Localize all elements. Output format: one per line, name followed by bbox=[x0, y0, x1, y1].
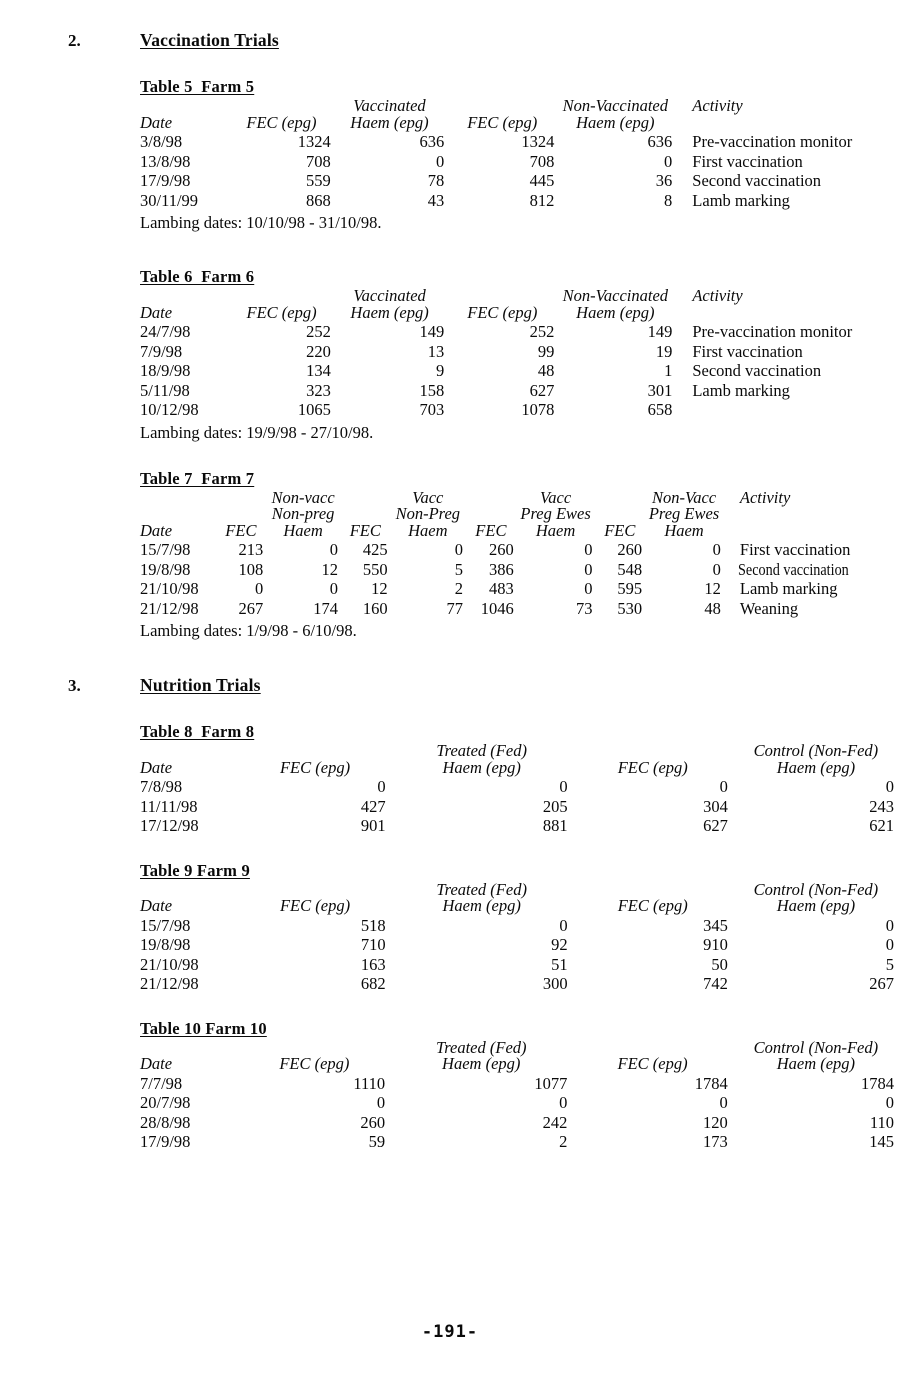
cell-fec: 260 bbox=[617, 540, 643, 559]
cell-fec: 160 bbox=[362, 598, 388, 618]
table9-group-treated: Treated (Fed) bbox=[436, 879, 527, 899]
section-heading bbox=[0, 675, 900, 696]
cell-haem: 636 bbox=[647, 132, 673, 151]
cell-haem: 2 bbox=[454, 579, 464, 598]
cell-haem: 13 bbox=[427, 341, 445, 361]
cell-date: 24/7/98 bbox=[140, 322, 191, 341]
cell-activity: Second vaccination bbox=[692, 171, 822, 190]
cell-fec: 12 bbox=[371, 579, 388, 598]
cell-haem: 0 bbox=[329, 579, 338, 598]
cell-fec: 901 bbox=[360, 816, 386, 835]
table5-col-fec1: FEC (epg) bbox=[246, 112, 317, 132]
cell-haem: 36 bbox=[655, 171, 673, 190]
table7-block bbox=[0, 469, 900, 642]
section-title: Vaccination Trials bbox=[140, 30, 279, 50]
cell-haem: 158 bbox=[419, 380, 445, 400]
table7-sub-nonpreg-1: Non-preg bbox=[271, 504, 335, 523]
table7-sub-pregewes-1: Preg Ewes bbox=[520, 504, 591, 523]
cell-date: 5/11/98 bbox=[140, 380, 190, 400]
cell-haem: 301 bbox=[647, 380, 673, 400]
section-heading bbox=[0, 30, 900, 51]
cell-date: 3/8/98 bbox=[140, 132, 183, 151]
table8-caption: Table 8 Farm 8 bbox=[140, 722, 255, 741]
table8-col-fec1: FEC (epg) bbox=[279, 757, 351, 777]
table7 bbox=[140, 487, 900, 618]
cell-haem: 19 bbox=[655, 341, 673, 361]
table7-group-nonvacc-nonpreg: Non-vacc bbox=[271, 487, 335, 507]
cell-haem: 636 bbox=[419, 132, 445, 151]
section-nutrition-trials bbox=[0, 675, 900, 696]
table9-col-fec2: FEC (epg) bbox=[617, 896, 688, 915]
cell-fec: 267 bbox=[238, 598, 264, 618]
cell-activity: Pre-vaccination monitor bbox=[692, 132, 853, 151]
table-row bbox=[140, 321, 900, 341]
cell-haem: 0 bbox=[559, 915, 568, 935]
section-vaccination-trials bbox=[0, 30, 900, 51]
table10-col-haem2: Haem (epg) bbox=[776, 1054, 856, 1073]
table-row bbox=[140, 815, 900, 835]
table-row bbox=[140, 1092, 900, 1112]
cell-date: 20/7/98 bbox=[140, 1093, 191, 1112]
table9-col-date: Date bbox=[140, 896, 173, 915]
table-row bbox=[140, 1112, 900, 1132]
cell-date: 10/12/98 bbox=[140, 400, 199, 419]
table10-group-control: Control (Non-Fed) bbox=[753, 1037, 879, 1057]
table7-col-fec4: FEC bbox=[604, 520, 636, 540]
table5-col-date: Date bbox=[140, 112, 173, 132]
table8-block bbox=[0, 722, 900, 835]
table6-col-haem2: Haem (epg) bbox=[576, 302, 655, 322]
cell-activity: First vaccination bbox=[692, 341, 803, 361]
cell-date: 19/8/98 bbox=[140, 935, 191, 954]
cell-fec: 48 bbox=[537, 361, 555, 380]
table-row bbox=[140, 1073, 900, 1093]
table7-col-haem3: Haem bbox=[535, 520, 576, 540]
table7-col-fec1: FEC bbox=[225, 520, 257, 540]
cell-fec: 386 bbox=[488, 559, 514, 579]
table7-col-fec2: FEC bbox=[349, 520, 381, 540]
table6-col-date: Date bbox=[140, 302, 173, 322]
cell-fec: 627 bbox=[703, 816, 728, 835]
section-title: Nutrition Trials bbox=[140, 675, 261, 695]
table5-group-activity: Activity bbox=[692, 96, 743, 115]
cell-fec: 812 bbox=[529, 190, 555, 210]
cell-haem: 43 bbox=[427, 190, 445, 210]
cell-haem: 145 bbox=[869, 1132, 894, 1151]
cell-haem: 0 bbox=[435, 151, 445, 171]
table-row bbox=[140, 578, 900, 598]
cell-date: 21/12/98 bbox=[140, 598, 199, 618]
cell-haem: 48 bbox=[704, 598, 721, 618]
cell-activity: Lamb marking bbox=[692, 190, 790, 210]
cell-date: 18/9/98 bbox=[140, 361, 191, 380]
table9 bbox=[140, 879, 900, 993]
cell-fec: 682 bbox=[360, 974, 386, 993]
table10-column-header bbox=[140, 1056, 900, 1073]
cell-haem: 1784 bbox=[861, 1073, 894, 1093]
cell-fec: 59 bbox=[368, 1132, 386, 1151]
table-row bbox=[140, 776, 900, 796]
cell-haem: 0 bbox=[329, 540, 338, 559]
table-row bbox=[140, 131, 900, 151]
cell-date: 11/11/98 bbox=[140, 796, 198, 816]
table-row bbox=[140, 1131, 900, 1151]
table-row bbox=[140, 973, 900, 993]
cell-fec: 220 bbox=[306, 341, 331, 361]
table-row bbox=[140, 190, 900, 210]
cell-fec: 0 bbox=[377, 777, 386, 796]
cell-fec: 530 bbox=[617, 598, 643, 618]
cell-haem: 51 bbox=[551, 954, 568, 974]
cell-fec: 99 bbox=[537, 341, 555, 361]
table6-col-fec2: FEC (epg) bbox=[467, 302, 538, 322]
table-row bbox=[140, 380, 900, 400]
cell-haem: 149 bbox=[647, 322, 673, 341]
cell-date: 15/7/98 bbox=[140, 915, 191, 935]
cell-haem: 0 bbox=[885, 935, 894, 954]
cell-date: 7/7/98 bbox=[140, 1073, 183, 1093]
cell-haem: 149 bbox=[419, 322, 445, 341]
table5 bbox=[140, 98, 900, 209]
table6 bbox=[140, 288, 900, 419]
table7-col-date: Date bbox=[140, 520, 173, 540]
cell-haem: 0 bbox=[584, 559, 593, 579]
cell-fec: 134 bbox=[306, 361, 331, 380]
table10-group-treated: Treated (Fed) bbox=[435, 1037, 527, 1057]
table9-group-control: Control (Non-Fed) bbox=[753, 879, 879, 899]
cell-fec: 708 bbox=[529, 151, 555, 171]
section-number: 3. bbox=[68, 676, 81, 695]
cell-haem: 0 bbox=[885, 1093, 894, 1112]
table5-col-haem1: Haem (epg) bbox=[350, 112, 429, 132]
table10-block bbox=[0, 1019, 900, 1151]
cell-haem: 243 bbox=[869, 796, 894, 816]
cell-fec: 213 bbox=[238, 540, 264, 559]
table7-group-vacc-preg: Vacc bbox=[540, 487, 572, 507]
table5-lambing-dates: Lambing dates: 10/10/98 - 31/10/98. bbox=[140, 213, 382, 232]
cell-fec: 595 bbox=[617, 579, 643, 598]
cell-haem: 73 bbox=[575, 598, 593, 618]
cell-fec: 1324 bbox=[297, 132, 331, 151]
table6-caption: Table 6 Farm 6 bbox=[140, 267, 255, 286]
cell-activity: First vaccination bbox=[692, 151, 803, 171]
cell-fec: 483 bbox=[488, 579, 514, 598]
table-row bbox=[140, 796, 900, 816]
cell-haem: 0 bbox=[885, 777, 894, 796]
cell-date: 19/8/98 bbox=[140, 559, 191, 579]
table6-col-fec1: FEC (epg) bbox=[246, 302, 317, 322]
cell-date: 7/9/98 bbox=[140, 341, 183, 361]
table6-block bbox=[0, 267, 900, 443]
cell-fec: 1065 bbox=[297, 400, 331, 419]
cell-haem: 174 bbox=[313, 598, 338, 618]
cell-fec: 627 bbox=[529, 380, 555, 400]
cell-activity: Second vaccination bbox=[692, 361, 822, 380]
cell-fec: 252 bbox=[529, 322, 555, 341]
table5-col-fec2: FEC (epg) bbox=[467, 112, 538, 132]
table7-col-haem2: Haem bbox=[408, 520, 448, 540]
cell-haem: 300 bbox=[542, 974, 568, 993]
table8-group-control: Control (Non-Fed) bbox=[753, 741, 879, 760]
cell-fec: 548 bbox=[617, 559, 643, 579]
table5-group-vaccinated: Vaccinated bbox=[353, 96, 426, 115]
cell-fec: 304 bbox=[703, 796, 728, 816]
table-row bbox=[140, 539, 900, 559]
table10-col-fec1: FEC (epg) bbox=[279, 1054, 350, 1073]
cell-fec: 173 bbox=[703, 1132, 728, 1151]
table8-group-treated: Treated (Fed) bbox=[436, 741, 527, 760]
cell-activity: Weaning bbox=[739, 598, 799, 618]
cell-haem: 8 bbox=[664, 190, 673, 210]
cell-haem: 703 bbox=[419, 400, 445, 419]
cell-date: 17/9/98 bbox=[140, 171, 191, 190]
table9-caption: Table 9 Farm 9 bbox=[140, 860, 250, 880]
table8-col-fec2: FEC (epg) bbox=[617, 757, 688, 777]
cell-fec: 1078 bbox=[521, 400, 555, 419]
cell-fec: 108 bbox=[238, 559, 264, 579]
table-row bbox=[140, 151, 900, 171]
cell-haem: 881 bbox=[542, 816, 568, 835]
table-row bbox=[140, 598, 900, 618]
cell-fec: 0 bbox=[719, 777, 728, 796]
table7-sub-pregewes-2: Preg Ewes bbox=[648, 504, 720, 523]
cell-haem: 0 bbox=[584, 579, 593, 598]
table10 bbox=[140, 1037, 900, 1151]
cell-fec: 0 bbox=[254, 579, 264, 598]
cell-haem: 658 bbox=[647, 400, 673, 419]
table9-col-fec1: FEC (epg) bbox=[279, 896, 351, 915]
table9-column-header bbox=[140, 898, 900, 915]
table7-group-nonvacc-preg: Non-Vacc bbox=[651, 487, 717, 507]
table8 bbox=[140, 743, 900, 835]
table7-group-activity: Activity bbox=[739, 487, 791, 507]
cell-fec: 163 bbox=[360, 954, 386, 974]
table5-block bbox=[0, 77, 900, 233]
cell-fec: 868 bbox=[306, 190, 331, 210]
cell-haem: 9 bbox=[436, 361, 445, 380]
table-row bbox=[140, 399, 900, 419]
cell-haem: 0 bbox=[559, 1093, 568, 1112]
table6-group-activity: Activity bbox=[692, 286, 743, 305]
cell-fec: 1110 bbox=[353, 1073, 386, 1093]
table-row bbox=[140, 915, 900, 935]
cell-haem: 77 bbox=[446, 598, 464, 618]
cell-activity: Pre-vaccination monitor bbox=[692, 322, 853, 341]
cell-fec: 0 bbox=[376, 1093, 386, 1112]
section-number: 2. bbox=[68, 31, 81, 50]
cell-date: 28/8/98 bbox=[140, 1112, 191, 1132]
table6-group-nonvaccinated: Non-Vaccinated bbox=[562, 286, 669, 305]
table10-col-date: Date bbox=[140, 1054, 173, 1073]
cell-haem: 0 bbox=[712, 559, 721, 579]
table-row bbox=[140, 559, 900, 579]
cell-haem: 110 bbox=[869, 1112, 894, 1132]
cell-haem: 0 bbox=[559, 777, 568, 796]
cell-date: 15/7/98 bbox=[140, 540, 191, 559]
cell-date: 21/12/98 bbox=[140, 974, 199, 993]
table5-column-header bbox=[140, 115, 900, 132]
table-row bbox=[140, 341, 900, 361]
table10-col-fec2: FEC (epg) bbox=[617, 1054, 688, 1073]
cell-fec: 710 bbox=[360, 935, 386, 954]
table6-column-header bbox=[140, 305, 900, 322]
cell-fec: 425 bbox=[362, 540, 388, 559]
cell-fec: 50 bbox=[711, 954, 728, 974]
table8-col-haem1: Haem (epg) bbox=[442, 757, 521, 777]
cell-haem: 5 bbox=[454, 559, 464, 579]
cell-haem: 242 bbox=[542, 1112, 568, 1132]
table7-col-haem4: Haem bbox=[664, 520, 704, 540]
cell-fec: 260 bbox=[360, 1112, 386, 1132]
cell-haem: 92 bbox=[551, 935, 568, 954]
cell-fec: 518 bbox=[360, 915, 386, 935]
cell-activity: Second vaccination bbox=[737, 559, 849, 579]
cell-fec: 550 bbox=[362, 559, 388, 579]
cell-fec: 1046 bbox=[480, 598, 514, 618]
cell-fec: 910 bbox=[703, 935, 728, 954]
table8-column-header bbox=[140, 760, 900, 777]
cell-haem: 267 bbox=[869, 974, 894, 993]
cell-haem: 621 bbox=[869, 816, 894, 835]
cell-fec: 323 bbox=[306, 380, 331, 400]
page-number: -191- bbox=[421, 1322, 479, 1342]
cell-activity: Lamb marking bbox=[692, 380, 790, 400]
cell-fec: 120 bbox=[703, 1112, 728, 1132]
table7-col-haem1: Haem bbox=[283, 520, 323, 540]
table5-col-haem2: Haem (epg) bbox=[576, 112, 655, 132]
cell-date: 30/11/99 bbox=[140, 190, 199, 210]
cell-haem: 0 bbox=[712, 540, 721, 559]
table6-col-haem1: Haem (epg) bbox=[350, 302, 429, 322]
table9-col-haem2: Haem (epg) bbox=[776, 896, 856, 915]
cell-fec: 260 bbox=[488, 540, 514, 559]
cell-fec: 708 bbox=[306, 151, 331, 171]
cell-haem: 0 bbox=[454, 540, 464, 559]
cell-date: 21/10/98 bbox=[140, 579, 199, 598]
table6-group-vaccinated: Vaccinated bbox=[353, 286, 426, 305]
table-row bbox=[140, 360, 900, 380]
table7-lambing-dates: Lambing dates: 1/9/98 - 6/10/98. bbox=[140, 621, 357, 640]
cell-activity: First vaccination bbox=[739, 540, 851, 559]
table5-caption: Table 5 Farm 5 bbox=[140, 77, 255, 96]
cell-date: 17/12/98 bbox=[140, 816, 199, 835]
cell-haem: 0 bbox=[885, 915, 894, 935]
cell-activity bbox=[678, 399, 900, 419]
table7-column-header bbox=[140, 523, 900, 540]
table-row bbox=[140, 954, 900, 974]
cell-haem: 205 bbox=[542, 796, 568, 816]
table10-col-haem1: Haem (epg) bbox=[442, 1054, 521, 1073]
table6-lambing-dates: Lambing dates: 19/9/98 - 27/10/98. bbox=[140, 422, 374, 442]
cell-date: 21/10/98 bbox=[140, 954, 199, 974]
cell-haem: 2 bbox=[559, 1132, 568, 1151]
table7-col-fec3: FEC bbox=[475, 520, 507, 540]
cell-date: 13/8/98 bbox=[140, 151, 191, 171]
cell-fec: 345 bbox=[703, 915, 728, 935]
cell-fec: 0 bbox=[719, 1093, 728, 1112]
cell-fec: 445 bbox=[529, 171, 555, 190]
table5-group-nonvaccinated: Non-Vaccinated bbox=[562, 96, 668, 115]
cell-haem: 0 bbox=[664, 151, 673, 171]
table7-caption: Table 7 Farm 7 bbox=[140, 468, 255, 488]
table-row bbox=[140, 934, 900, 954]
cell-haem: 1077 bbox=[534, 1073, 568, 1093]
cell-haem: 78 bbox=[427, 171, 445, 190]
cell-fec: 252 bbox=[306, 322, 331, 341]
cell-haem: 5 bbox=[885, 954, 894, 974]
cell-fec: 1324 bbox=[521, 132, 555, 151]
table8-col-date: Date bbox=[140, 757, 173, 777]
cell-fec: 427 bbox=[360, 796, 386, 816]
table10-caption: Table 10 Farm 10 bbox=[140, 1018, 267, 1038]
table7-group-vacc-nonpreg: Vacc bbox=[412, 487, 444, 507]
table9-col-haem1: Haem (epg) bbox=[442, 896, 521, 915]
cell-date: 17/9/98 bbox=[140, 1132, 191, 1151]
table-row bbox=[140, 170, 900, 190]
cell-fec: 559 bbox=[306, 171, 331, 190]
cell-haem: 12 bbox=[704, 579, 721, 598]
cell-date: 7/8/98 bbox=[140, 777, 183, 796]
cell-fec: 1784 bbox=[694, 1073, 728, 1093]
cell-fec: 742 bbox=[703, 974, 728, 993]
cell-haem: 1 bbox=[664, 361, 673, 380]
table8-col-haem2: Haem (epg) bbox=[776, 757, 856, 777]
cell-activity: Lamb marking bbox=[739, 579, 838, 598]
table7-sub-nonpreg-2: Non-Preg bbox=[395, 504, 461, 523]
cell-haem: 12 bbox=[321, 559, 338, 579]
table9-block bbox=[0, 861, 900, 993]
cell-haem: 0 bbox=[584, 540, 593, 559]
